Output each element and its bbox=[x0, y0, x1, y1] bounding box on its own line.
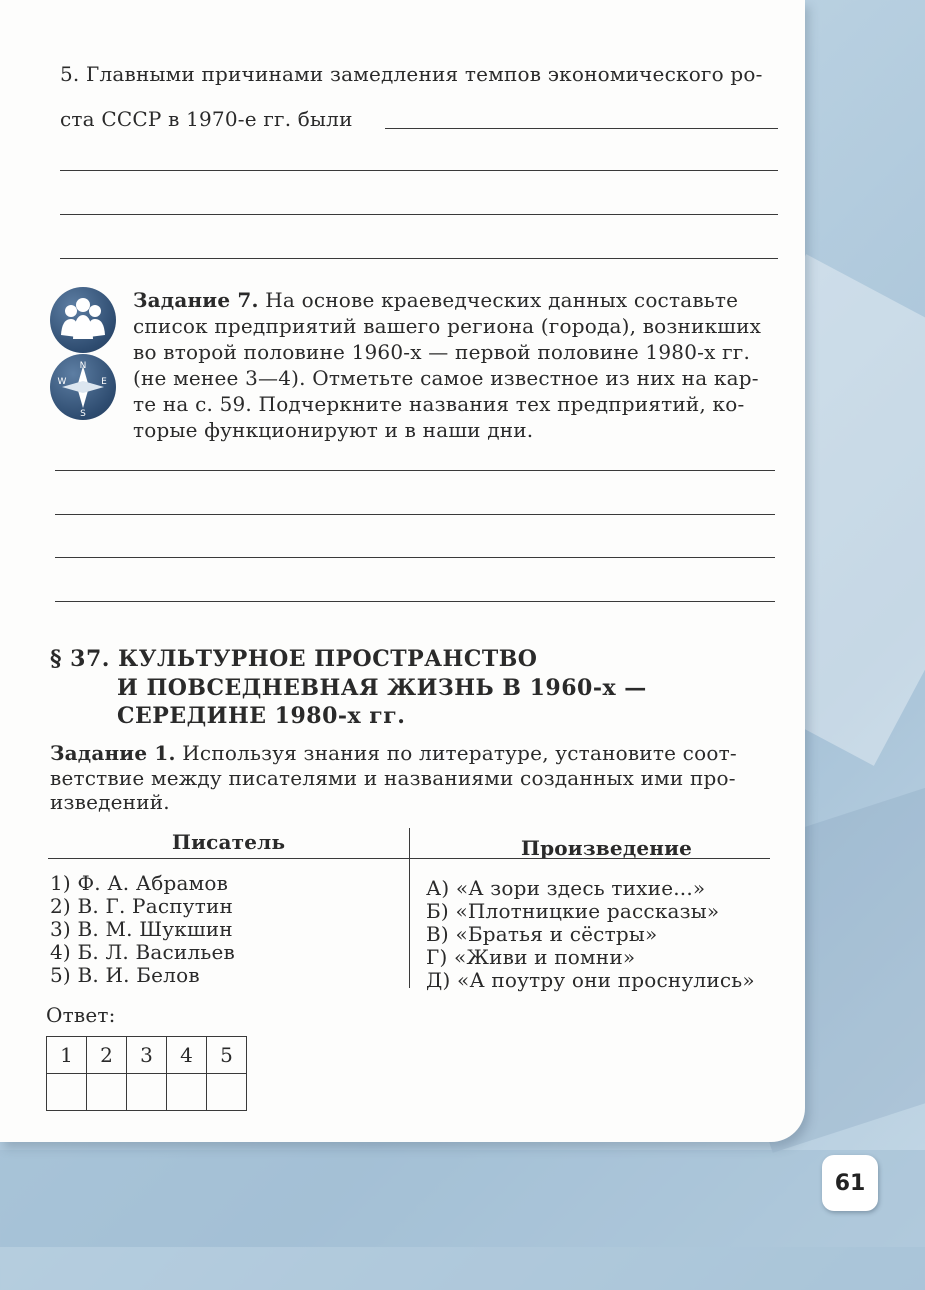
answer-line[interactable] bbox=[60, 214, 778, 215]
answer-line[interactable] bbox=[55, 470, 775, 471]
task-1-line: изведений. bbox=[50, 790, 170, 814]
answer-line[interactable] bbox=[55, 601, 775, 602]
column-header-writer: Писатель bbox=[172, 830, 286, 854]
answer-header-cell: 1 bbox=[47, 1037, 87, 1074]
answer-header-cell: 4 bbox=[167, 1037, 207, 1074]
answer-header-cell: 3 bbox=[127, 1037, 167, 1074]
section-title-line-1: § 37. КУЛЬТУРНОЕ ПРОСТРАНСТВО bbox=[50, 646, 538, 672]
writer-item: 3) В. М. Шукшин bbox=[50, 917, 233, 941]
answer-header-row bbox=[47, 1037, 247, 1074]
column-header-work: Произведение bbox=[521, 836, 693, 860]
task-1-text: Используя знания по литературе, установите соот- bbox=[175, 741, 737, 765]
task-7-line bbox=[133, 288, 738, 312]
group-icon bbox=[50, 287, 116, 353]
answer-header-cell: 2 bbox=[87, 1037, 127, 1074]
writer-item: 2) В. Г. Распутин bbox=[50, 894, 234, 918]
section-title-line-3: СЕРЕДИНЕ 1980-х гг. bbox=[117, 703, 406, 729]
task-7-line: (не менее 3—4). Отметьте самое известное из них на кар- bbox=[133, 366, 759, 390]
answer-line[interactable] bbox=[385, 128, 778, 129]
page-number: 61 bbox=[822, 1155, 878, 1211]
writer-item: 1) Ф. А. Абрамов bbox=[50, 871, 229, 895]
answer-label: Ответ: bbox=[46, 1003, 116, 1027]
task-7-line: те на с. 59. Подчеркните названия тех предприятий, ко- bbox=[133, 392, 745, 416]
answer-line[interactable] bbox=[60, 258, 778, 259]
task-7-text: На основе краеведческих данных составьте bbox=[258, 288, 739, 312]
writer-item: 4) Б. Л. Васильев bbox=[50, 940, 235, 964]
compass-letter: W bbox=[57, 377, 67, 387]
answer-cell[interactable] bbox=[47, 1074, 87, 1111]
task-1-line bbox=[50, 741, 737, 765]
answer-cell[interactable] bbox=[207, 1074, 247, 1111]
work-item: Б) «Плотницкие рассказы» bbox=[426, 899, 720, 923]
compass-letter: E bbox=[101, 377, 107, 387]
answer-line[interactable] bbox=[55, 557, 775, 558]
task-1-line: ветствие между писателями и названиями созданных ими про- bbox=[50, 766, 736, 790]
answer-header-cell: 5 bbox=[207, 1037, 247, 1074]
answer-cell[interactable] bbox=[87, 1074, 127, 1111]
compass-icon bbox=[50, 354, 116, 420]
question-5-line-2: ста СССР в 1970-е гг. были bbox=[60, 107, 353, 131]
task-7-label: Задание 7. bbox=[133, 288, 259, 312]
question-5-line-1: 5. Главными причинами замедления темпов экономического ро- bbox=[60, 62, 763, 86]
section-title-line-2: И ПОВСЕДНЕВНАЯ ЖИЗНЬ В 1960-х — bbox=[117, 675, 647, 701]
work-item: В) «Братья и сёстры» bbox=[426, 922, 658, 946]
compass-letter: N bbox=[79, 361, 87, 371]
background-shape bbox=[0, 1150, 925, 1290]
answer-value-row bbox=[47, 1074, 247, 1111]
task-1-label: Задание 1. bbox=[50, 741, 176, 765]
task-7-line: во второй половине 1960-х — первой половине 1980-х гг. bbox=[133, 340, 751, 364]
answer-cell[interactable] bbox=[167, 1074, 207, 1111]
task-7-line: торые функционируют и в наши дни. bbox=[133, 418, 534, 442]
answer-cell[interactable] bbox=[127, 1074, 167, 1111]
writer-item: 5) В. И. Белов bbox=[50, 963, 200, 987]
work-item: Д) «А поутру они проснулись» bbox=[426, 968, 755, 992]
answer-line[interactable] bbox=[55, 514, 775, 515]
work-item: А) «А зори здесь тихие...» bbox=[426, 876, 706, 900]
compass-letter: S bbox=[80, 409, 86, 419]
work-item: Г) «Живи и помни» bbox=[426, 945, 636, 969]
task-7-line: список предприятий вашего региона (города), возникших bbox=[133, 314, 762, 338]
table-column-divider bbox=[409, 828, 410, 988]
answer-table bbox=[46, 1036, 247, 1111]
answer-line[interactable] bbox=[60, 170, 778, 171]
